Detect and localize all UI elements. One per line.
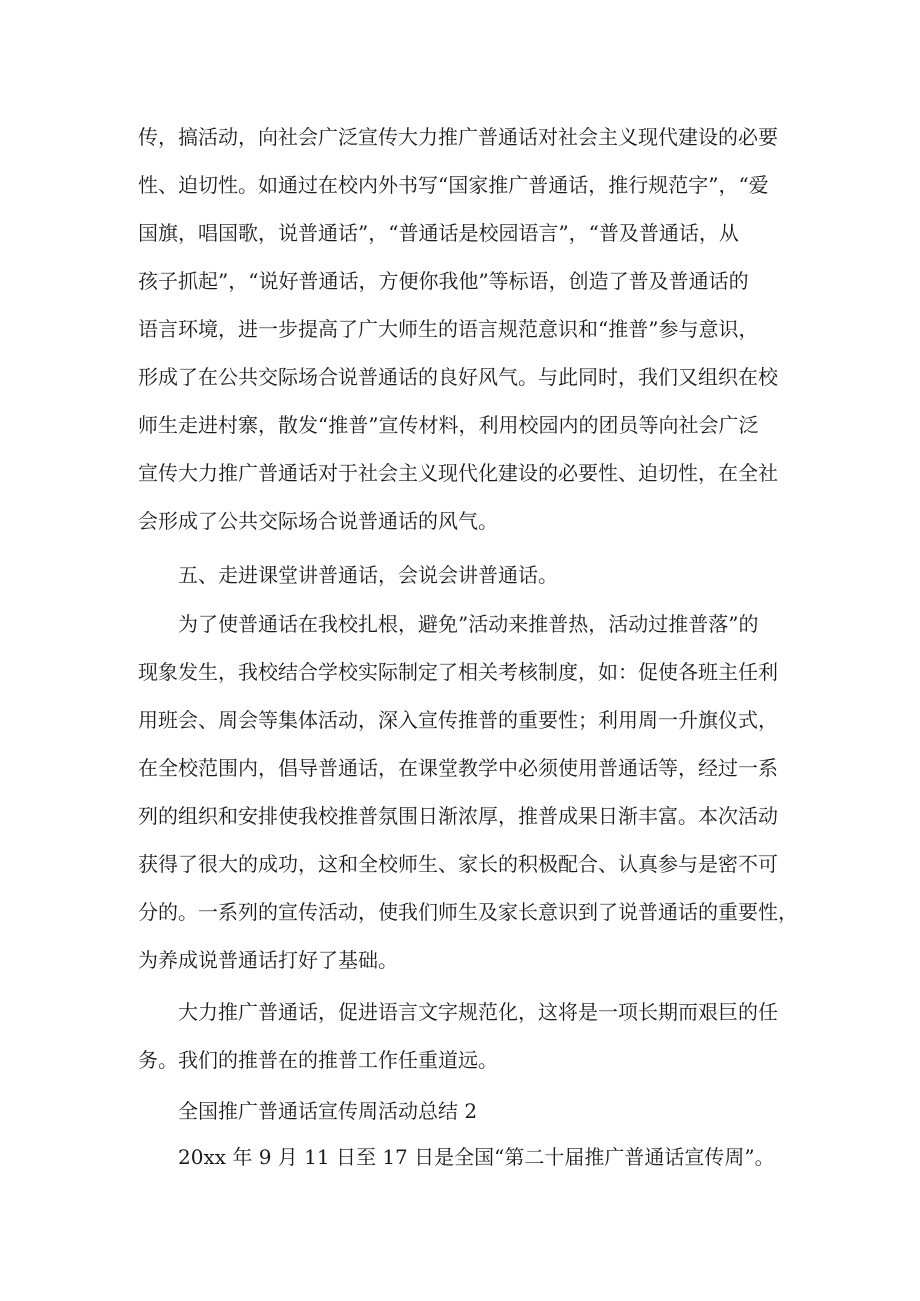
paragraph-line: 在全校范围内，倡导普通话，在课堂教学中必须使用普通话等，经过一系: [138, 756, 778, 780]
paragraph-line: 为了使普通话在我校扎根，避免”活动来推普热，活动过推普落”的: [178, 612, 759, 636]
paragraph-line: 20xx 年 9 月 11 日至 17 日是全国“第二十届推广普通话宣传周”。: [178, 1145, 775, 1169]
paragraph-line: 语言环境，进一步提高了广大师生的语言规范意识和“推普”参与意识，: [138, 317, 759, 341]
section-title: 全国推广普通话宣传周活动总结 2: [178, 1099, 478, 1123]
paragraph-line: 大力推广普通话，促进语言文字规范化，这将是一项长期而艰巨的任: [178, 1000, 778, 1024]
paragraph-line: 性、迫切性。如通过在校内外书写“国家推广普通话，推行规范字”，“爱: [138, 173, 769, 197]
paragraph-line: 传，搞活动，向社会广泛宣传大力推广普通话对社会主义现代建设的必要: [138, 125, 778, 149]
paragraph-line: 形成了在公共交际场合说普通话的良好风气。与此同时，我们又组织在校: [138, 365, 778, 389]
paragraph-line: 获得了很大的成功，这和全校师生、家长的积极配合、认真参与是密不可: [138, 852, 778, 876]
paragraph-line: 列的组织和安排使我校推普氛围日渐浓厚，推普成果日渐丰富。本次活动: [138, 804, 778, 828]
paragraph-line: 用班会、周会等集体活动，深入宣传推普的重要性；利用周一升旗仪式，: [138, 708, 778, 732]
paragraph-line: 师生走进村寨，散发“推普”宣传材料，利用校园内的团员等向社会广泛: [138, 413, 759, 437]
paragraph-line: 为养成说普通话打好了基础。: [138, 948, 398, 972]
paragraph-line: 现象发生，我校结合学校实际制定了相关考核制度，如：促使各班主任利: [138, 660, 778, 684]
paragraph-line: 务。我们的推普在的推普工作任重道远。: [138, 1048, 498, 1072]
paragraph-line: 国旗，唱国歌，说普通话”，“普通话是校园语言”，“普及普通话，从: [138, 221, 739, 245]
paragraph-line: 分的。一系列的宣传活动，使我们师生及家长意识到了说普通话的重要性，: [138, 900, 798, 924]
paragraph-line: 会形成了公共交际场合说普通话的风气。: [138, 509, 498, 533]
paragraph-line: 宣传大力推广普通话对于社会主义现代化建设的必要性、迫切性，在全社: [138, 461, 778, 485]
paragraph-line: 孩子抓起”，“说好普通话，方便你我他”等标语，创造了普及普通话的: [138, 269, 749, 293]
section-heading: 五、走进课堂讲普通话，会说会讲普通话。: [178, 563, 558, 587]
